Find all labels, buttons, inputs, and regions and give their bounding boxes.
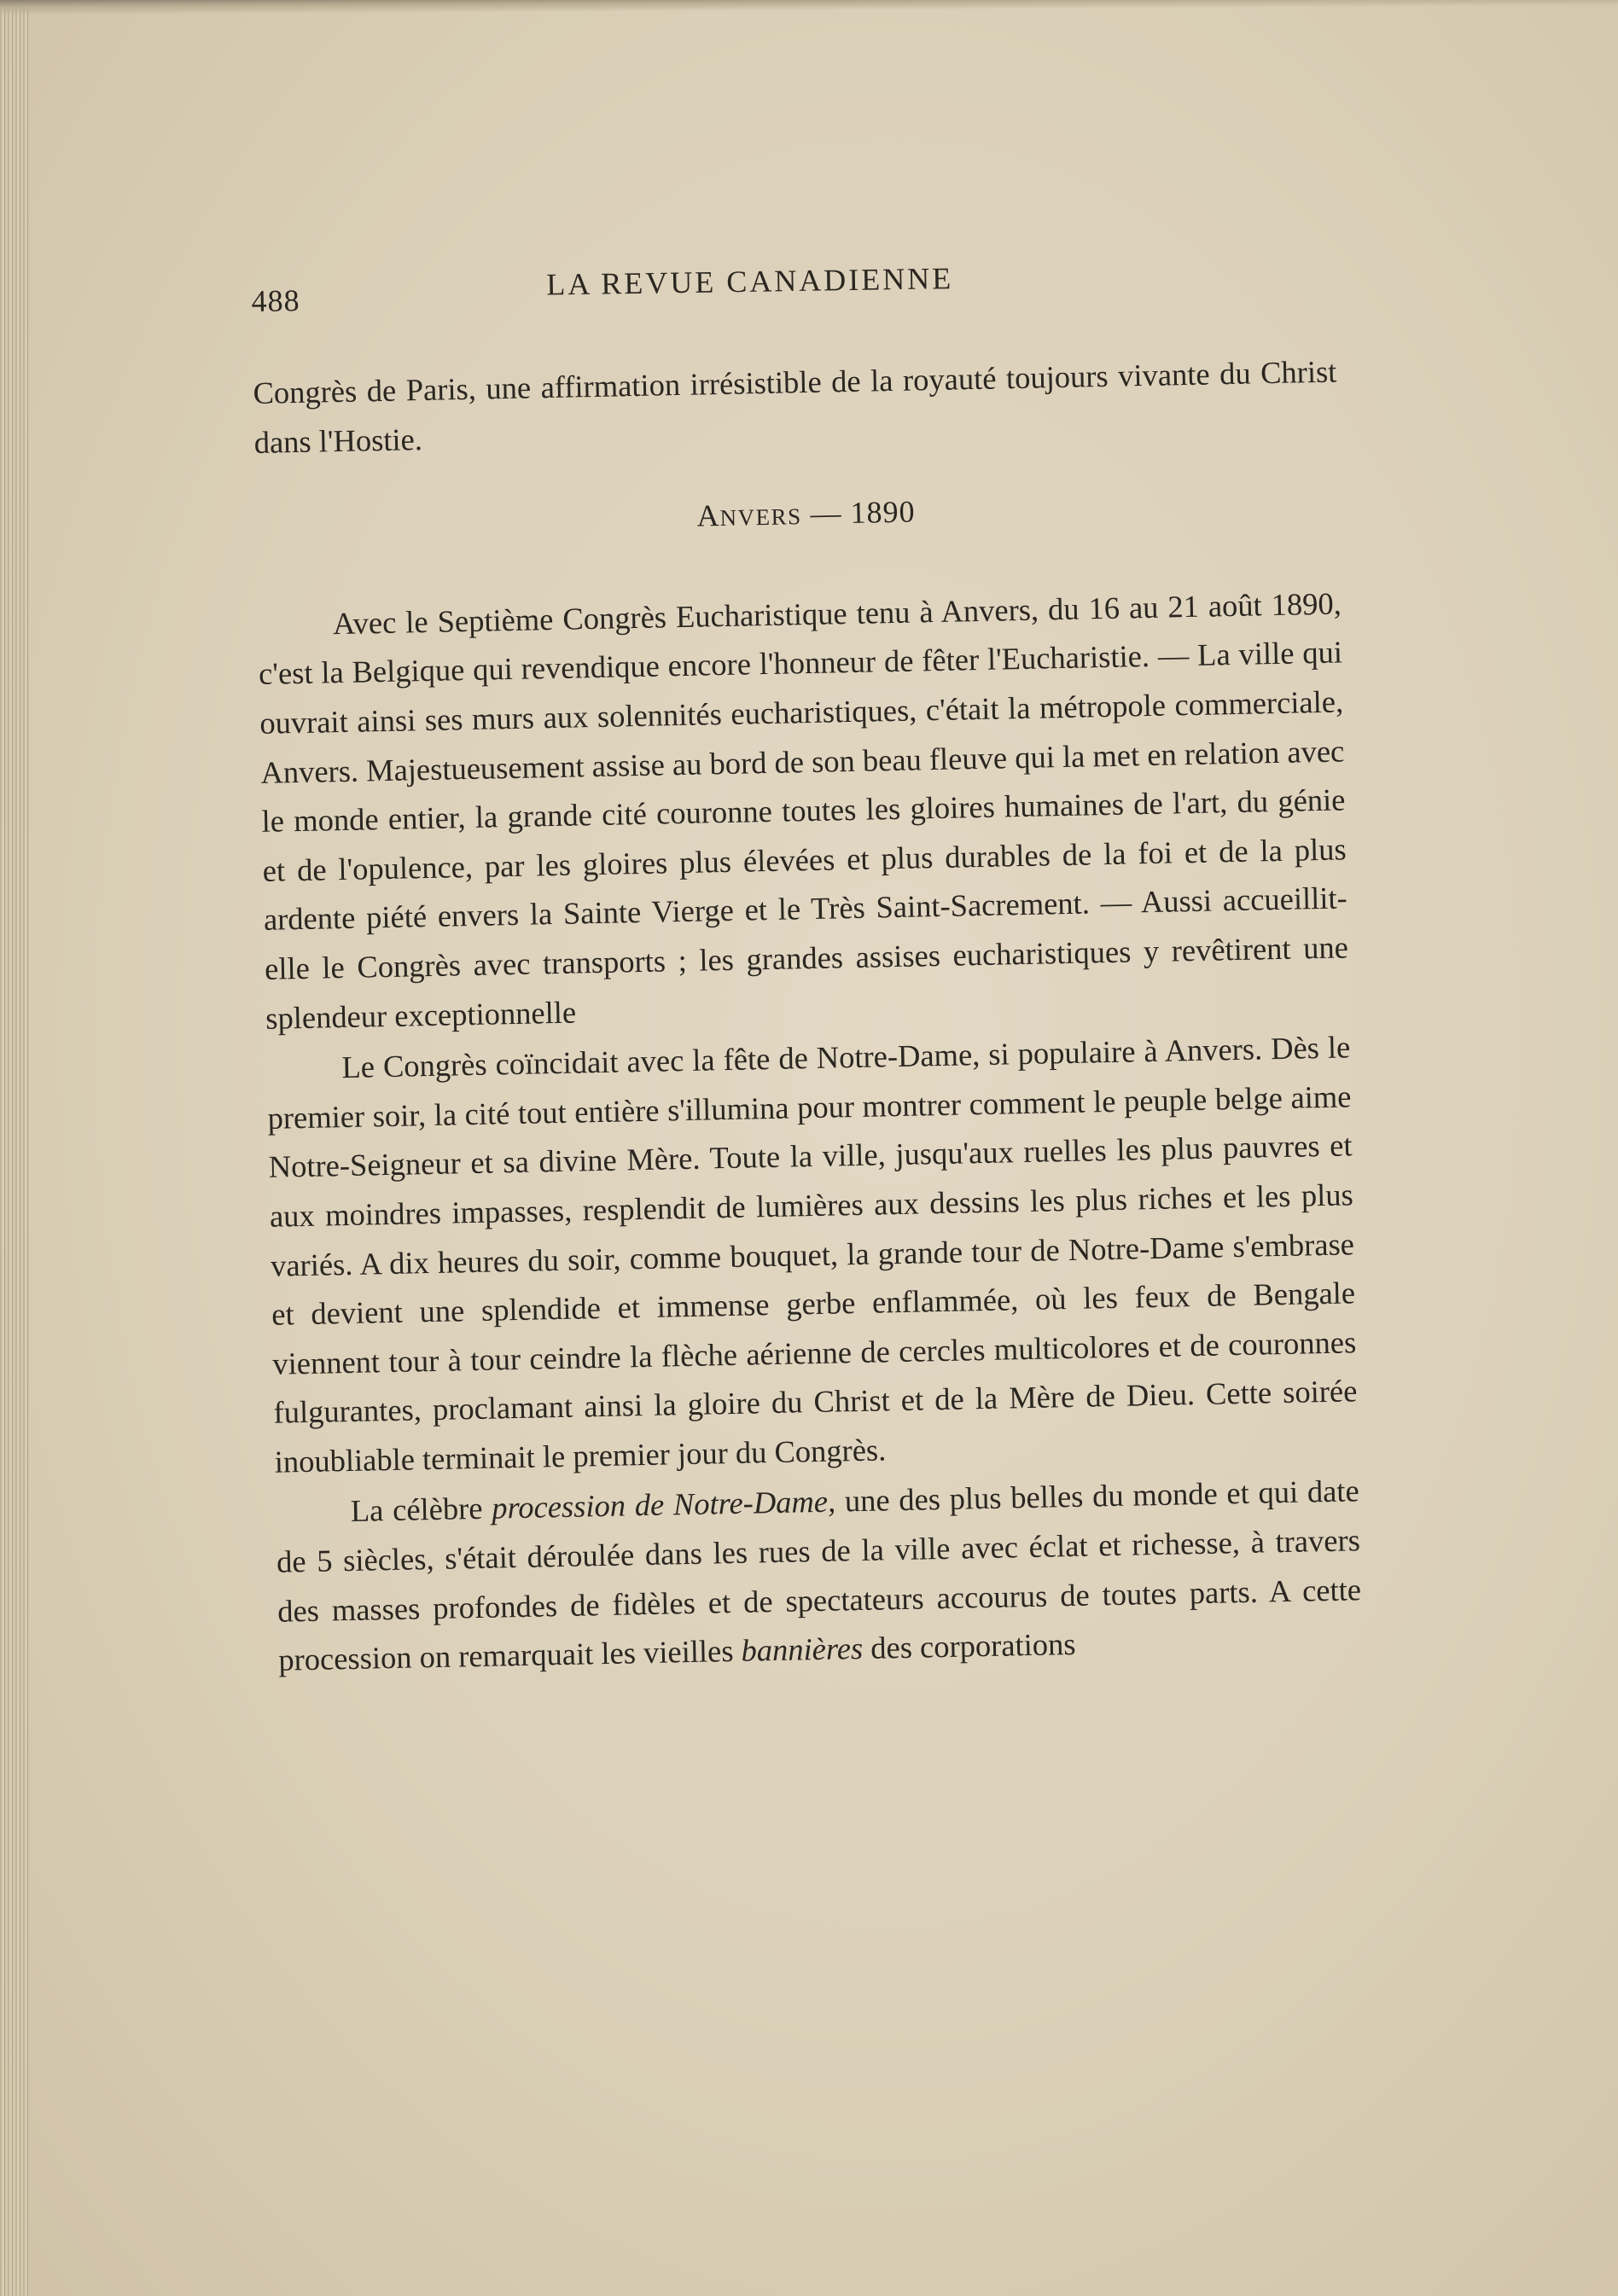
italic-phrase: procession de Notre-Dame, xyxy=(491,1484,836,1526)
paragraph: Le Congrès coïncidait avec la fête de Notre-Dame, si populaire à Anvers. Dès le premier soir, la cité tout entière s'illumina pour montrer comment le peuple belge aime Notre-Seigneur et sa divine Mère. Toute la ville, jusqu'aux ruelles les plus pauvres et aux moindres impasses, resplendit de lumières aux dessins les plus riches et les plus variés. A dix heures du soir, comme bouquet, la grande tour de Notre-Dame s'embrase et devient une splendide et immense gerbe enflammée, où les feux de Bengale viennent tour à tour ceindre la flèche aérienne de cercles multicolores et de couronnes fulgurantes, proclamant ainsi la gloire du Christ et de la Mère de Dieu. Cette soirée inoubliable terminait le premier jour du Congrès. xyxy=(267,1029,1358,1479)
section-heading-initial: A xyxy=(696,498,720,533)
paragraph xyxy=(275,1467,1362,1685)
section-heading xyxy=(255,480,1340,553)
page-number: 488 xyxy=(251,283,300,318)
opening-paragraph: Congrès de Paris, une affirmation irrésistible de la royauté toujours vivante du Christ dans l'Hostie. xyxy=(253,353,1337,460)
paragraph-text: des corporations xyxy=(862,1626,1076,1666)
section-heading-smallcaps: NVERS xyxy=(719,503,802,532)
binding-edge xyxy=(0,0,1618,15)
italic-word: bannières xyxy=(741,1630,864,1669)
page-edges xyxy=(0,0,29,2296)
paragraph: Avec le Septième Congrès Eucharistique tenu à Anvers, du 16 au 21 août 1890, c'est la Belgique qui revendique encore l'honneur de fêter l'Eucharistie. — La ville qui ouvrait ainsi ses murs aux solennités eucharistiques, c'était la métropole commerciale, Anvers. Majestueusement assise au bord de son beau fleuve qui la met en relation avec le monde entier, la grande cité couronne toutes les gloires humaines de l'art, du génie et de l'opulence, par les gloires plus élevées et plus durables de la foi et de la plus ardente piété envers la Sainte Vierge et le Très Saint-Sacrement. — Aussi accueillit-elle le Congrès avec transports ; les grandes assises eucharistiques y revêtirent une splendeur exceptionnelle xyxy=(258,585,1349,1036)
section-heading-year: — 1890 xyxy=(801,494,916,532)
paragraph-text: La célèbre xyxy=(350,1491,492,1529)
body-text xyxy=(253,347,1363,1685)
running-title: LA REVUE CANADIENNE xyxy=(545,261,954,302)
paragraph-text: une des plus belles du monde et qui date de 5 siècles, s'était déroulée dans les rues de la ville avec éclat et richesse, à travers des masses profondes de fidèles et de spectateurs accourus de toutes parts. A cette procession on remarquait les vieilles xyxy=(276,1473,1362,1677)
page-header xyxy=(251,259,1003,323)
